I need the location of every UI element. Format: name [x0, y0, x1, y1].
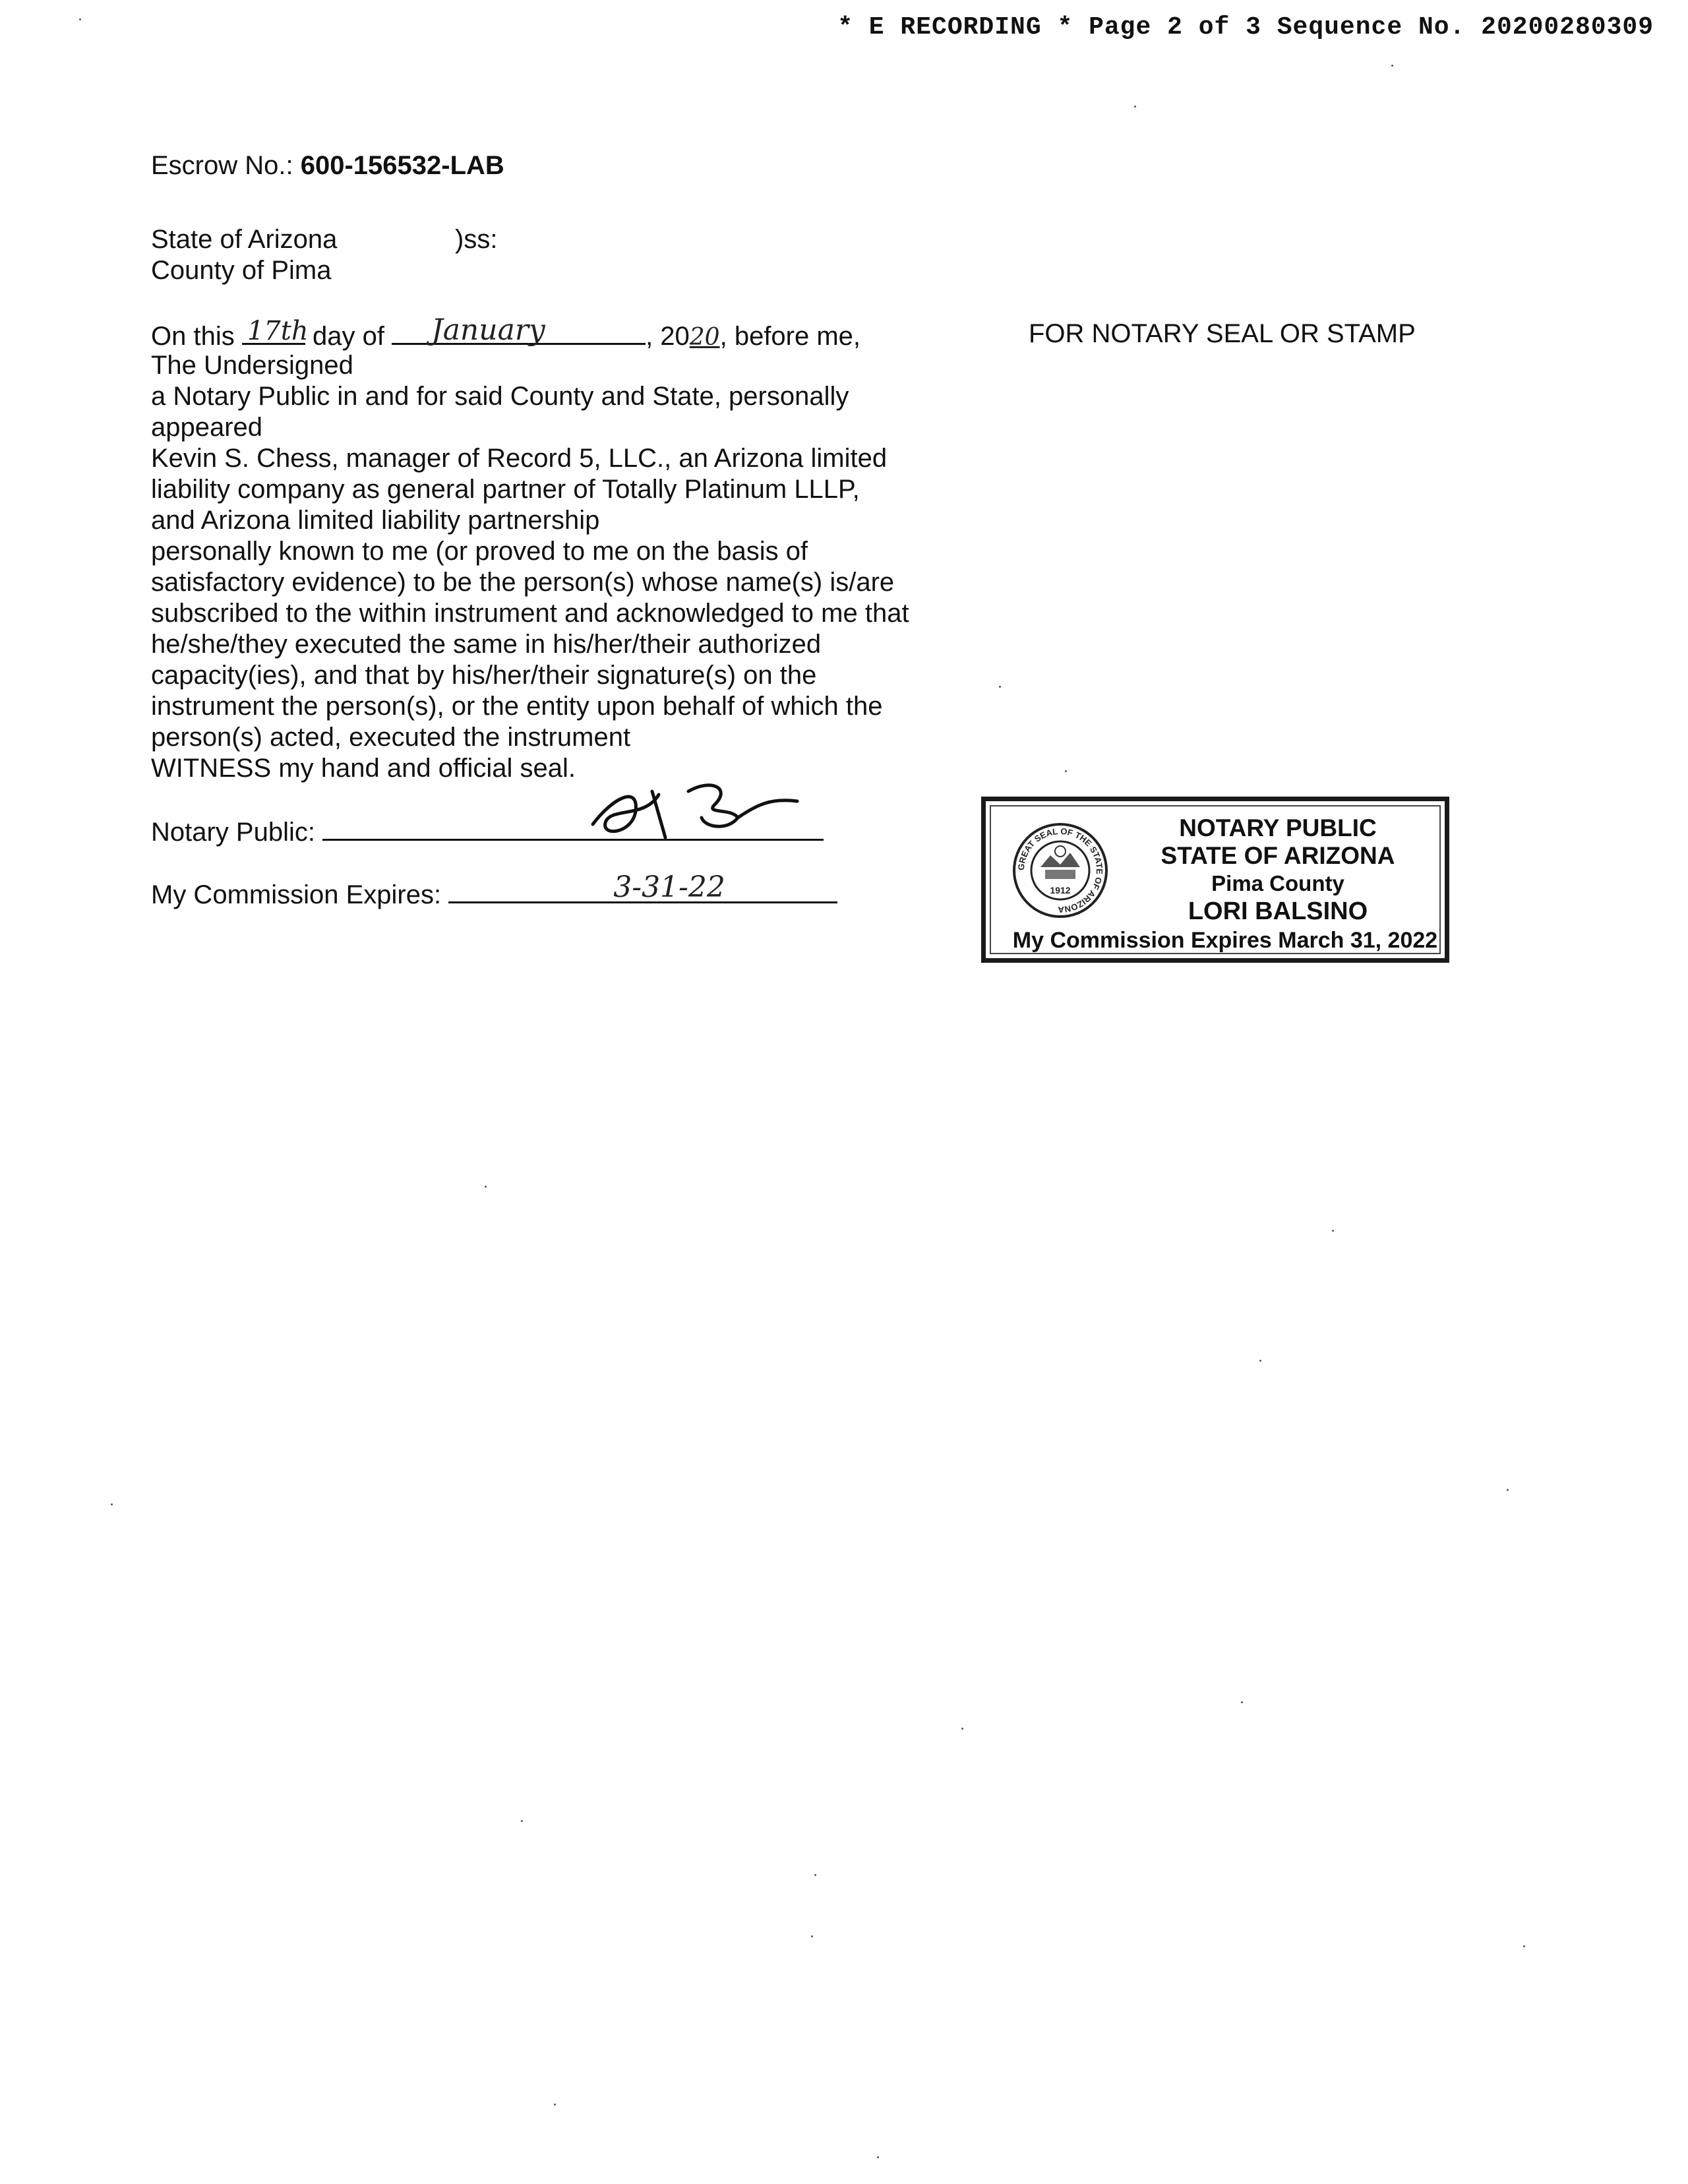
ack-line: subscribed to the within instrument and acknowledged to me that	[151, 599, 909, 628]
commission-row	[151, 870, 837, 910]
commission-label: My Commission Expires:	[151, 880, 442, 909]
seal-year: 1912	[1050, 885, 1071, 895]
escrow-label: Escrow No.:	[151, 151, 293, 180]
on-this-label: On this	[151, 322, 235, 351]
before-me-label: , before me,	[719, 322, 861, 351]
ack-line: instrument the person(s), or the entity upon behalf of which the	[151, 692, 883, 721]
notary-public-row	[151, 815, 824, 847]
ack-line: personally known to me (or proved to me on the basis of	[151, 537, 808, 566]
ack-line: Kevin S. Chess, manager of Record 5, LLC., an Arizona limited	[151, 444, 888, 473]
notary-public-label: Notary Public:	[151, 818, 315, 847]
commission-handwritten: 3-31-22	[613, 870, 725, 904]
day-of-label: day of	[312, 322, 384, 351]
stamp-line-notary-name: LORI BALSINO	[1188, 897, 1368, 925]
stamp-text	[1118, 814, 1438, 925]
stamp-line-state: STATE OF ARIZONA	[1160, 842, 1395, 869]
ack-line: liability company as general partner of Totally Platinum LLLP,	[151, 475, 860, 504]
day-blank	[242, 316, 309, 346]
notary-signature-icon	[573, 772, 810, 844]
ack-line: and Arizona limited liability partnership	[151, 506, 600, 535]
ack-line: The Undersigned	[151, 351, 353, 380]
stamp-line-notary-public: NOTARY PUBLIC	[1179, 814, 1377, 841]
arizona-seal-icon	[1011, 821, 1110, 920]
signature-line	[322, 815, 824, 841]
year-handwritten: 20	[689, 324, 720, 351]
ack-line: a Notary Public in and for said County and State, personally	[151, 382, 849, 411]
acknowledgment-date-line	[151, 313, 861, 353]
month-blank	[392, 313, 646, 347]
recording-header: * E RECORDING * Page 2 of 3 Sequence No. 20200280309	[837, 13, 1654, 42]
notary-stamp	[981, 797, 1449, 963]
month-handwritten: January	[431, 313, 545, 347]
commission-line	[448, 870, 837, 904]
acknowledgment-body	[151, 350, 909, 784]
venue-ss: )ss:	[455, 225, 498, 254]
venue-county: County of Pima	[151, 256, 332, 285]
escrow-number: 600-156532-LAB	[300, 151, 504, 180]
seal-ring-text: GREAT SEAL OF THE STATE OF ARIZONA	[1015, 826, 1105, 915]
stamp-line-county: Pima County	[1211, 871, 1344, 895]
venue-state: State of Arizona	[151, 225, 338, 254]
year-prefix: , 20	[646, 322, 690, 351]
ack-line: satisfactory evidence) to be the person(s) whose name(s) is/are	[151, 568, 895, 597]
ack-line: capacity(ies), and that by his/her/their signature(s) on the	[151, 661, 817, 690]
ack-line: he/she/they executed the same in his/her/their authorized	[151, 630, 822, 659]
ack-line: WITNESS my hand and official seal.	[151, 754, 576, 783]
day-handwritten: 17th	[247, 316, 309, 346]
stamp-line-expires: My Commission Expires March 31, 2022	[1012, 928, 1438, 953]
ack-line: person(s) acted, executed the instrument	[151, 723, 631, 752]
escrow-line	[151, 150, 504, 181]
seal-area-label: FOR NOTARY SEAL OR STAMP	[1029, 319, 1416, 348]
ack-line: appeared	[151, 413, 263, 442]
